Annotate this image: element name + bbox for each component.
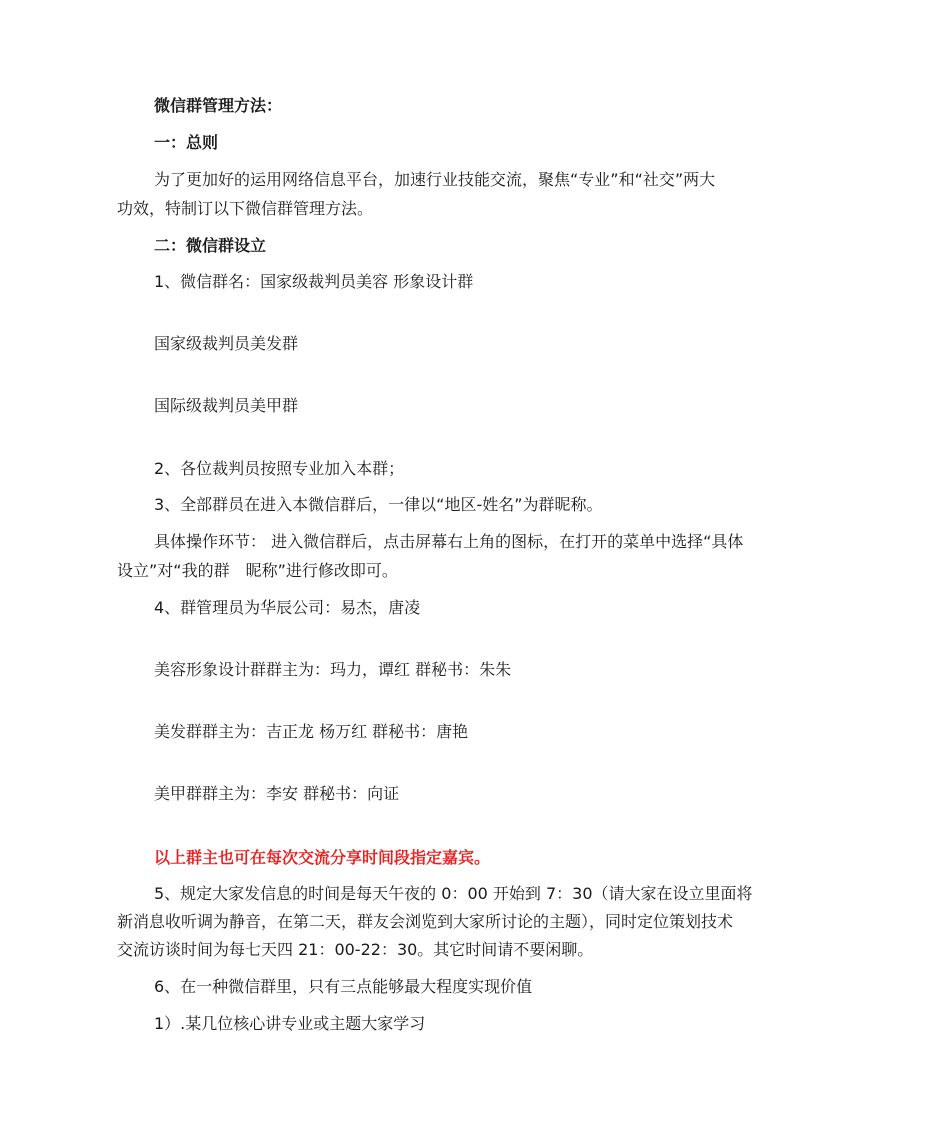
section-1-paragraph-line-2: 功效，特制订以下微信群管理方法。 (117, 199, 374, 218)
sub-item-1: 1）.某几位核心讲专业或主题大家学习 (154, 1014, 426, 1033)
doc-title: 微信群管理方法： (154, 96, 283, 115)
item-5-line-2: 新消息收听调为静音，在第二天，群友会浏览到大家所讨论的主题），同时定位策划技术 (117, 912, 734, 931)
operation-steps-line-2: 设立”对“我的群 昵称”进行修改即可。 (117, 561, 398, 580)
group-name-3: 国际级裁判员美甲群 (154, 396, 299, 415)
item-5-line-1: 5、规定大家发信息的时间是每天午夜的 0：00 开始到 7：30（请大家在设立里面将 (154, 884, 753, 903)
operation-steps-line-1: 具体操作环节： 进入微信群后，点击屏幕右上角的图标，在打开的菜单中选择“具体 (154, 532, 744, 551)
section-1-paragraph-line-1: 为了更加好的运用网络信息平台，加速行业技能交流，聚焦“专业”和“社交”两大 (154, 170, 716, 189)
item-6: 6、在一种微信群里，只有三点能够最大程度实现价值 (154, 977, 533, 996)
owner-line-2: 美发群群主为：吉正龙 杨万红 群秘书：唐艳 (154, 722, 469, 741)
item-5-line-3: 交流访谈时间为每七天四 21：00-22：30。其它时间请不要闲聊。 (117, 940, 594, 959)
item-3: 3、全部群员在进入本微信群后，一律以“地区-姓名”为群昵称。 (154, 495, 603, 514)
red-note: 以上群主也可在每次交流分享时间段指定嘉宾。 (154, 848, 491, 867)
group-name-2: 国家级裁判员美发群 (154, 334, 299, 353)
section-1-heading: 一：总则 (154, 133, 219, 152)
item-1: 1、微信群名：国家级裁判员美容 形象设计群 (154, 272, 474, 291)
item-2: 2、各位裁判员按照专业加入本群； (154, 459, 405, 478)
item-4: 4、群管理员为华辰公司：易杰，唐凌 (154, 598, 421, 617)
section-2-heading: 二：微信群设立 (154, 236, 267, 255)
owner-line-1: 美容形象设计群群主为：玛力，谭红 群秘书：朱朱 (154, 660, 512, 679)
owner-line-3: 美甲群群主为：李安 群秘书：向证 (154, 784, 400, 803)
